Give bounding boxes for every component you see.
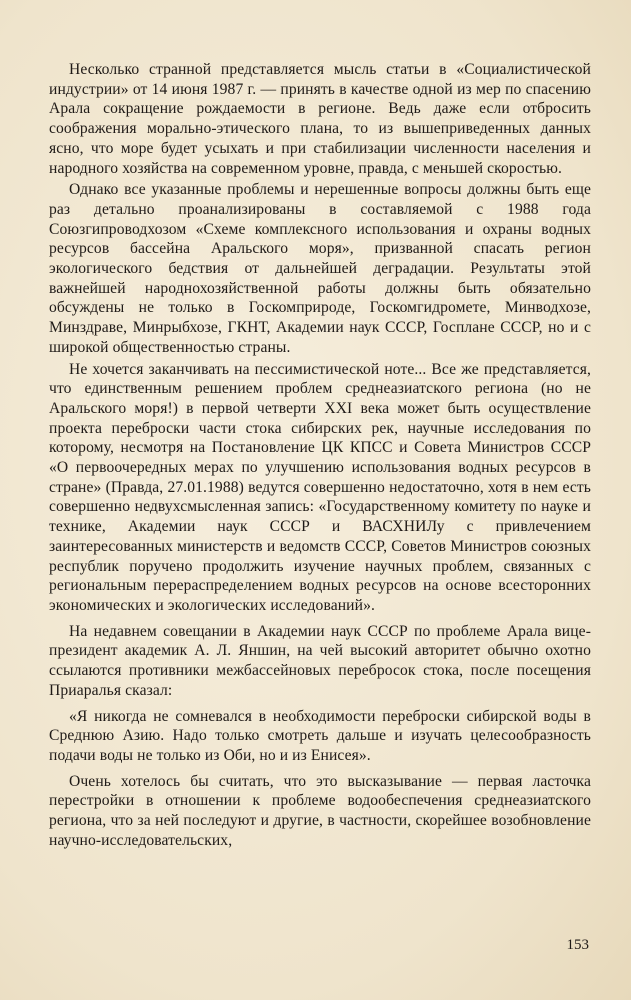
paragraph-4: На недавнем совещании в Академии наук СССР по проблеме Арала вице-президент академик А. Л. Яншин, на чей высокий авторитет обычно охотно ссылаются противники межбассейновых перебросок стока, после посещения Приаралья сказал:	[49, 622, 591, 699]
body-text	[49, 60, 591, 852]
paragraph-1: Несколько странной представляется мысль статьи в «Социалистической индустрии» от 14 июня 1987 г. — принять в качестве одной из мер по спасению Арала сокращение рождаемости в регионе. Ведь даже если отбросить соображения морально-этического плана, то из вышеприведенных данных ясно, что море будет усыхать и при стабилизации численности населения и народного хозяйства на современном уровне, правда, с меньшей скоростью.	[49, 61, 591, 177]
paragraph-2: Однако все указанные проблемы и нерешенные вопросы должны быть еще раз детально проанализированы в составляемой с 1988 года Союзгипроводхозом «Схеме комплексного использования и охраны водных ресурсов бассейна Аральского моря», призванной спасать регион экологического бедствия от дальнейшей деградации. Результаты этой важнейшей народнохозяйственной работы должны быть обязательно обсуждены не только в Госкомприроде, Госкомгидромете, Минводхозе, Минздраве, Минрыбхозе, ГКНТ, Академии наук СССР, Госплане СССР, но и с широкой общественностью страны.	[49, 181, 591, 356]
quote-paragraph: «Я никогда не сомневался в необходимости переброски сибирской воды в Среднюю Азию. Надо только смотреть дальше и изучать целесообразность подачи воды не только из Оби, но и из Енисея».	[49, 707, 591, 764]
paragraph-6: Очень хотелось бы считать, что это высказывание — первая ласточка перестройки в отношении к проблеме водообеспечения среднеазиатского региона, что за ней последуют и другие, в частности, скорейшее возобновление научно-исследовательских,	[49, 772, 591, 849]
page-number: 153	[566, 937, 589, 953]
paragraph-3: Не хочется заканчивать на пессимистической ноте... Все же представляется, что единственным решением проблем среднеазиатского региона (но не Аральского моря!) в первой четверти XXI века может быть осуществление проекта переброски части стока сибирских рек, научные исследования по которому, несмотря на Постановление ЦК КПСС и Совета Министров СССР «О первоочередных мерах по улучшению использования водных ресурсов в стране» (Правда, 27.01.1988) ведутся совершенно недостаточно, хотя в нем есть совершенно недвухсмысленная запись: «Государственному комитету по науке и технике, Академии наук СССР и ВАСХНИЛу с привлечением заинтересованных министерств и ведомств СССР, Советов Министров союзных республик поручено продолжить изучение научных проблем, связанных с региональным перераспределением водных ресурсов на основе всесторонних экономических и экологических исследований».	[49, 360, 591, 614]
